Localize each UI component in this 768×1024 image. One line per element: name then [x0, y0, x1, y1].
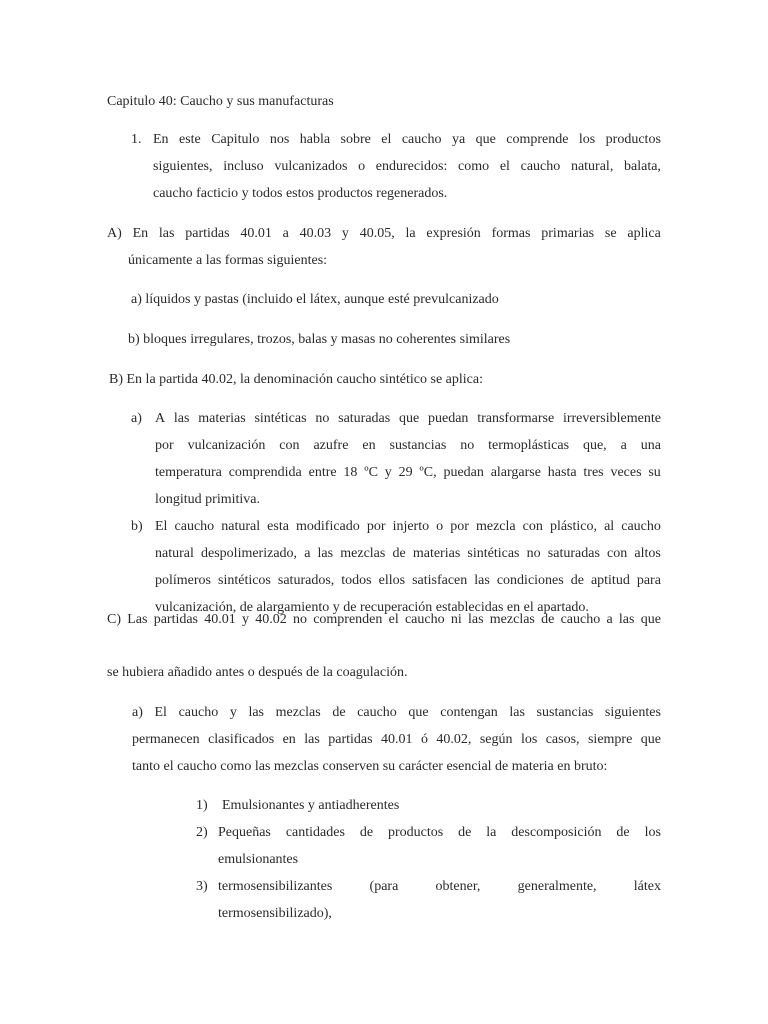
list-marker: a) — [131, 411, 142, 426]
list-item: Emulsionantes y antiadherentes — [222, 798, 400, 813]
paragraph-line: En este Capitulo nos habla sobre el caucho ya que comprende los productos — [153, 132, 661, 147]
paragraph-line: caucho facticio y todos estos productos regenerados. — [153, 186, 448, 201]
list-item: termosensibilizantes (para obtener, generalmente, látex — [218, 879, 661, 894]
list-marker: 1. — [131, 132, 142, 147]
sub-item-a: a) líquidos y pastas (incluido el látex, aunque esté prevulcanizado — [131, 292, 499, 307]
paragraph-line: polímeros sintéticos saturados, todos ellos satisfacen las condiciones de aptitud para — [155, 573, 661, 588]
paragraph-line: tanto el caucho como las mezclas conserven su carácter esencial de materia en bruto: — [132, 759, 608, 774]
list-marker: b) — [131, 519, 143, 534]
paragraph-line: siguientes, incluso vulcanizados o endurecidos: como el caucho natural, balata, — [153, 159, 661, 174]
paragraph-line: por vulcanización con azufre en sustancias no termoplásticas que, a una — [155, 438, 661, 453]
paragraph-line: A las materias sintéticas no saturadas que puedan transformarse irreversiblemente — [155, 411, 661, 426]
document-title: Capitulo 40: Caucho y sus manufacturas — [107, 94, 334, 109]
list-marker: 1) — [196, 798, 208, 813]
section-heading: B) En la partida 40.02, la denominación caucho sintético se aplica: — [109, 372, 483, 387]
paragraph-line: permanecen clasificados en las partidas 40.01 ó 40.02, según los casos, siempre que — [132, 732, 661, 747]
paragraph-line: C) Las partidas 40.01 y 40.02 no comprenden el caucho ni las mezclas de caucho a las que — [107, 612, 661, 627]
sub-item-b: b) bloques irregulares, trozos, balas y masas no coherentes similares — [128, 332, 511, 347]
paragraph-line: longitud primitiva. — [155, 492, 260, 507]
paragraph-line: únicamente a las formas siguientes: — [128, 253, 328, 268]
list-marker: 3) — [196, 879, 208, 894]
paragraph-line: El caucho natural esta modificado por injerto o por mezcla con plástico, al caucho — [155, 519, 661, 534]
list-item: Pequeñas cantidades de productos de la descomposición de los — [218, 825, 661, 840]
paragraph-line: natural despolimerizado, a las mezclas de materias sintéticas no saturadas con altos — [155, 546, 661, 561]
paragraph-line: se hubiera añadido antes o después de la coagulación. — [107, 665, 408, 680]
list-item-continuation: termosensibilizado), — [218, 906, 332, 921]
paragraph-line: temperatura comprendida entre 18 ºC y 29 ºC, puedan alargarse hasta tres veces su — [155, 465, 661, 480]
list-item-continuation: emulsionantes — [218, 852, 299, 867]
paragraph-line: a) El caucho y las mezclas de caucho que contengan las sustancias siguientes — [132, 705, 661, 720]
list-marker: 2) — [196, 825, 208, 840]
paragraph-line: vulcanización, de alargamiento y de recuperación establecidas en el apartado. — [155, 600, 589, 615]
paragraph-line: A) En las partidas 40.01 a 40.03 y 40.05, la expresión formas primarias se aplica — [107, 226, 661, 241]
